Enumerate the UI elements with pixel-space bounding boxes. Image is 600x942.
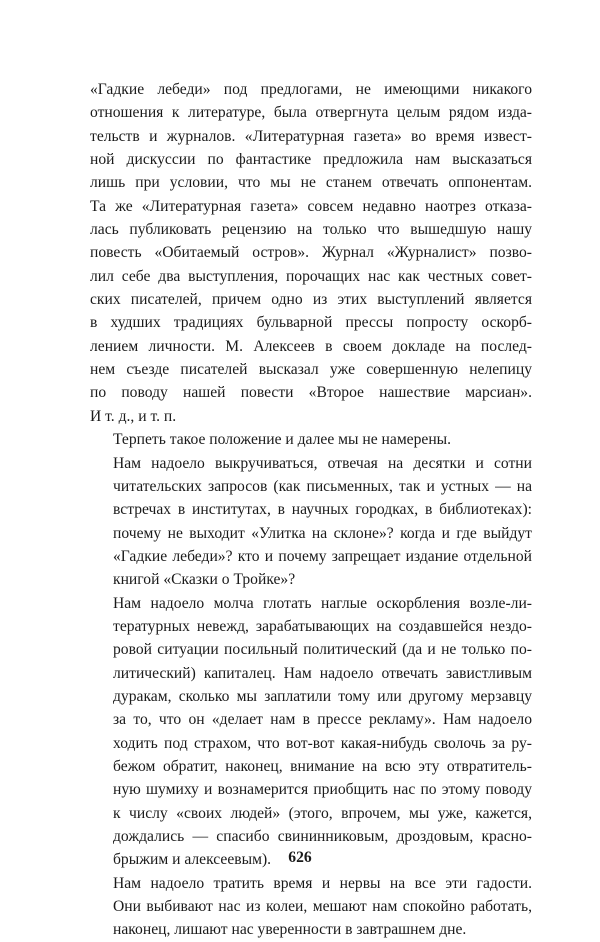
text-line: И т. д., и т. п. xyxy=(90,407,177,425)
text-line: ной дискуссии по фантастике предложила нам высказаться xyxy=(90,151,532,169)
text-line: книгой «Сказки о Тройке»? xyxy=(113,571,296,589)
text-line: «Гадкие лебеди» под предлогами, не имеющими никакого xyxy=(90,81,532,98)
text-line: за то, что он «делает нам в прессе рекламу». Нам надоело xyxy=(113,711,532,729)
paragraph-1 xyxy=(90,78,532,428)
text-line: Та же «Литературная газета» совсем недавно наотрез отказа- xyxy=(90,197,532,215)
text-line: по поводу нашей повести «Второе нашествие марсиан». xyxy=(90,384,532,402)
text-line: встречах в институтах, в научных городках, в библиотеках): xyxy=(113,501,532,519)
paragraph-4 xyxy=(90,592,532,872)
text-line: Терпеть такое положение и далее мы не намерены. xyxy=(113,431,452,449)
text-line: бежом обратит, наконец, внимание на всю эту отвратитель- xyxy=(113,757,532,775)
text-line: Нам надоело молча глотать наглые оскорбления возле-ли- xyxy=(113,594,532,612)
text-line: тельств и журналов. «Литературная газета» во время извест- xyxy=(90,127,532,145)
text-line: тературных невежд, зарабатывающих на создавшейся нездо- xyxy=(113,617,532,635)
text-line: Нам надоело выкручиваться, отвечая на десятки и сотни xyxy=(113,454,532,472)
text-block xyxy=(90,78,532,942)
paragraph-3 xyxy=(90,452,532,592)
text-line: ную шумиху и вознамерится приобщить нас по этому поводу xyxy=(113,781,532,799)
text-line: в худших традициях бульварной прессы попросту оскорб- xyxy=(90,314,532,332)
text-line: ровой ситуации посильный политический (да и не только по- xyxy=(113,641,532,659)
text-line: Нам надоело тратить время и нервы на все эти гадости. xyxy=(113,874,532,892)
text-line: лишь при условии, что мы не станем отвечать оппонентам. xyxy=(90,174,532,192)
text-line: почему не выходит «Улитка на склоне»? когда и где выйдут xyxy=(113,524,532,542)
paragraph-2 xyxy=(90,428,532,451)
paragraph-5 xyxy=(90,872,532,942)
text-line: наконец, лишают нас уверенности в завтрашнем дне. xyxy=(113,921,467,939)
text-line: дуракам, сколько мы заплатили тому или другому мерзавцу xyxy=(113,687,532,705)
text-line: «Гадкие лебеди»? кто и почему запрещает издание отдельной xyxy=(113,547,532,565)
text-line: лась публиковать рецензию на только что вышедшую нашу xyxy=(90,221,532,239)
text-line: отношения к литературе, была отвергнута целым рядом изда- xyxy=(90,104,532,122)
text-line: повесть «Обитаемый остров». Журнал «Журналист» позво- xyxy=(90,244,532,262)
page-number: 626 xyxy=(288,849,312,866)
text-line: лением личности. М. Алексеев в своем докладе на послед- xyxy=(90,337,532,355)
text-line: Они выбивают нас из колеи, мешают нам спокойно работать, xyxy=(113,898,532,916)
text-line: дождались — спасибо свининниковым, дроздовым, красно- xyxy=(113,828,532,845)
text-line: литический) капиталец. Нам надоело отвечать завистливым xyxy=(113,664,532,682)
text-line: лил себе два выступления, порочащих нас как честных совет- xyxy=(90,267,532,285)
text-line: читательских запросов (как письменных, так и устных — на xyxy=(113,477,532,495)
text-line: ских писателей, причем одно из этих выступлений является xyxy=(90,291,532,309)
text-line: брыжим и алексеевым). xyxy=(113,851,272,869)
text-line: нем съезде писателей высказал уже совершенную нелепицу xyxy=(90,361,532,379)
text-line: ходить под страхом, что вот-вот какая-нибудь сволочь за ру- xyxy=(113,734,532,752)
text-line: к числу «своих людей» (этого, впрочем, мы уже, кажется, xyxy=(113,804,532,822)
